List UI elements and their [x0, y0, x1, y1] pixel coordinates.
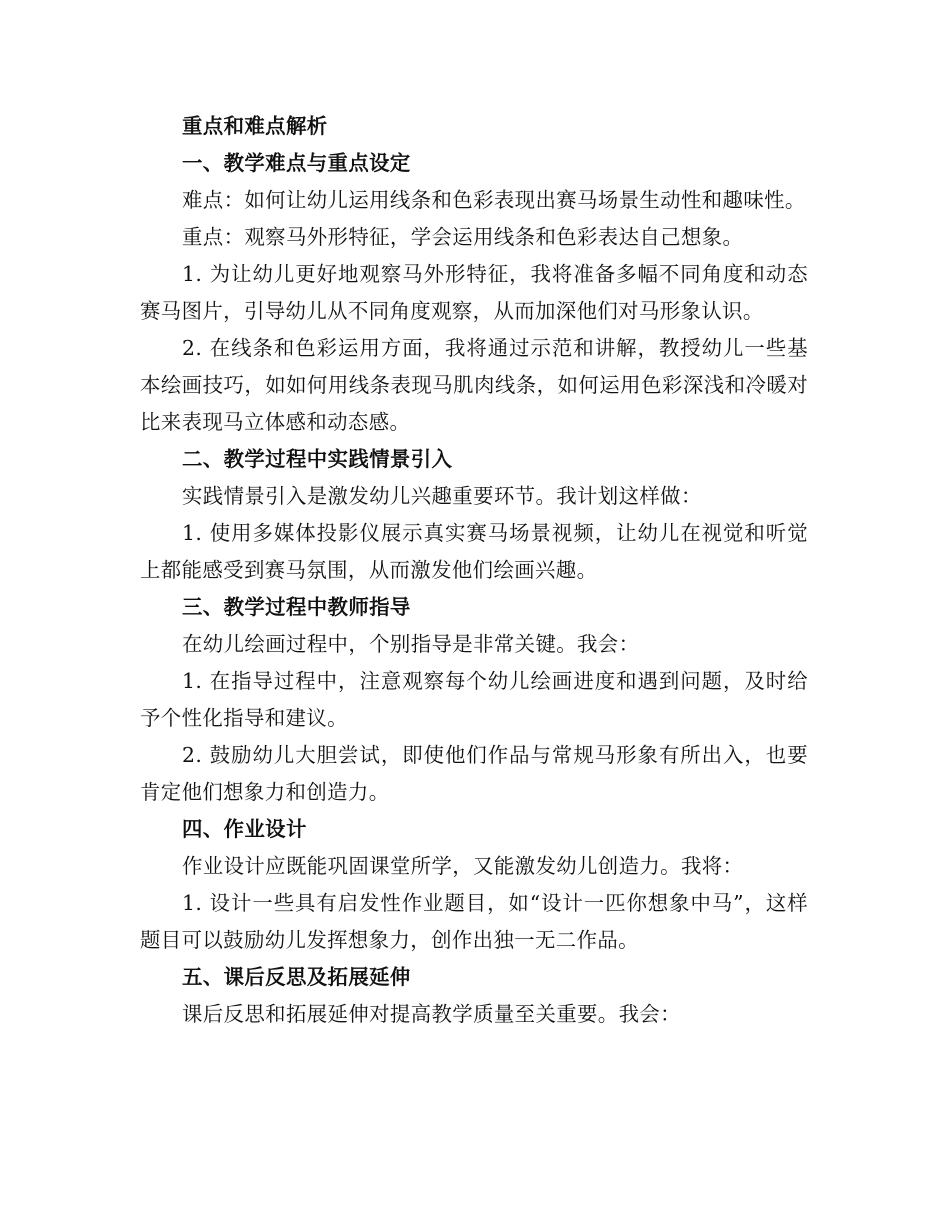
paragraph-key-point: 重点：观察马外形特征，学会运用线条和色彩表达自己想象。: [182, 225, 744, 249]
paragraph-homework: 作业设计应既能巩固课堂所学，又能激发幼儿创造力。我将：: [182, 854, 744, 878]
list-item-multimedia: 1. 使用多媒体投影仪展示真实赛马场景视频，让幼儿在视觉和听觉上都能感受到赛马氛围，从而激发他们绘画兴趣。: [140, 521, 808, 582]
document-body: [140, 108, 808, 1033]
section-heading-5: 五、课后反思及拓展延伸: [182, 965, 411, 989]
paragraph-scene-intro: 实践情景引入是激发幼儿兴趣重要环节。我计划这样做：: [182, 484, 702, 508]
list-item-homework-topic: 1. 设计一些具有启发性作业题目，如“设计一匹你想象中马”，这样题目可以鼓励幼儿发挥想象力，创作出独一无二作品。: [140, 891, 808, 952]
section-heading-2: 二、教学过程中实践情景引入: [182, 447, 453, 471]
section-heading-4: 四、作业设计: [182, 817, 307, 841]
section-heading-3: 三、教学过程中教师指导: [182, 595, 411, 619]
section-heading-1: 一、教学难点与重点设定: [182, 151, 411, 175]
paragraph-difficulty: 难点：如何让幼儿运用线条和色彩表现出赛马场景生动性和趣味性。: [182, 188, 806, 212]
list-item-line-color: 2. 在线条和色彩运用方面，我将通过示范和讲解，教授幼儿一些基本绘画技巧，如如何用线条表现马肌肉线条，如何运用色彩深浅和冷暖对比来表现马立体感和动态感。: [140, 336, 808, 434]
paragraph-guidance: 在幼儿绘画过程中，个别指导是非常关键。我会：: [182, 632, 640, 656]
list-item-encourage: 2. 鼓励幼儿大胆尝试，即使他们作品与常规马形象有所出入，也要肯定他们想象力和创造力。: [140, 743, 808, 804]
document-title: 重点和难点解析: [182, 114, 328, 138]
list-item-observe-progress: 1. 在指导过程中，注意观察每个幼儿绘画进度和遇到问题，及时给予个性化指导和建议。: [140, 669, 808, 730]
paragraph-reflection: 课后反思和拓展延伸对提高教学质量至关重要。我会：: [182, 1002, 681, 1026]
list-item-observe-horse: 1. 为让幼儿更好地观察马外形特征，我将准备多幅不同角度和动态赛马图片，引导幼儿从不同角度观察，从而加深他们对马形象认识。: [140, 262, 808, 323]
